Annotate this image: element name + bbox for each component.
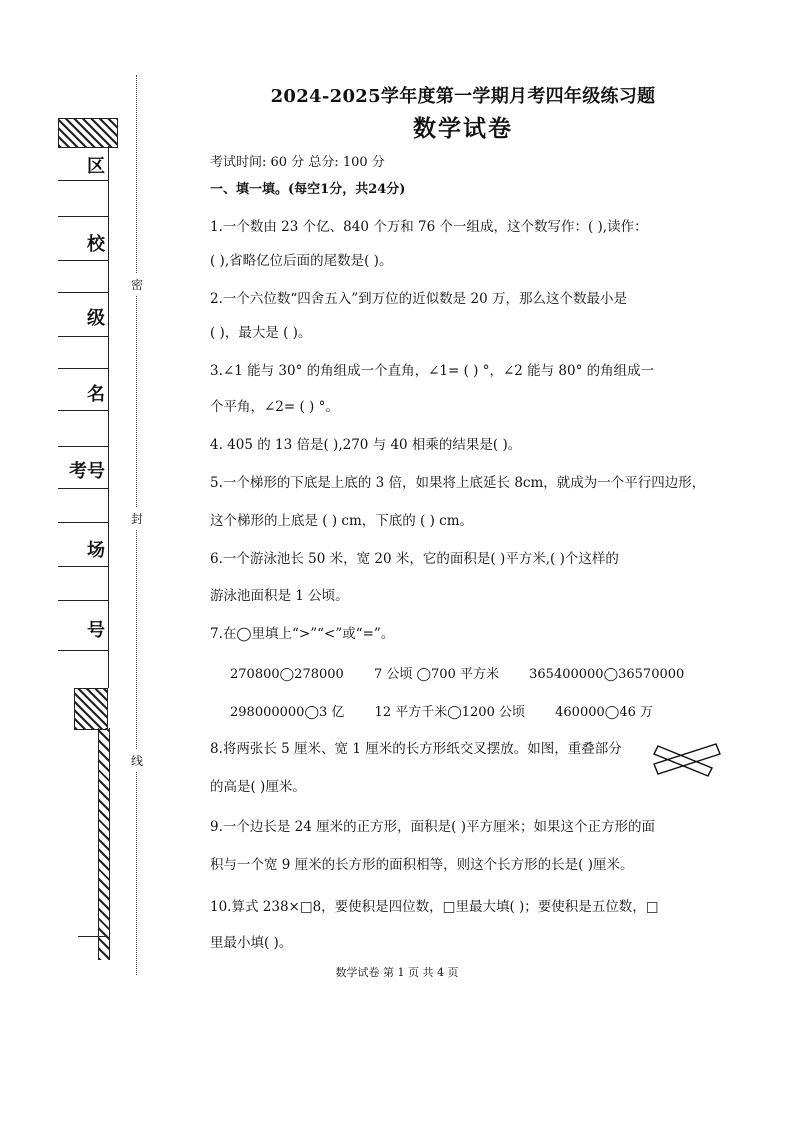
binding-line bbox=[58, 650, 108, 651]
binding-line bbox=[58, 368, 108, 369]
question-1-line-1: 1.一个数由 23 个亿、840 个万和 76 个一组成，这个数写作：( ),读作： bbox=[210, 219, 648, 235]
binding-line bbox=[58, 410, 108, 411]
binding-line bbox=[58, 216, 108, 217]
label-exam-room: 场 bbox=[87, 540, 105, 561]
binding-vertical-line bbox=[108, 146, 109, 688]
compare-item: 12 平方千米◯1200 公顷 bbox=[374, 705, 525, 720]
label-exam-number: 考号 bbox=[69, 461, 105, 482]
seal-word-mi: 密 bbox=[131, 274, 143, 295]
question-6-line-1: 6.一个游泳池长 50 米，宽 20 米，它的面积是( )平方米,( )个这样的 bbox=[210, 551, 619, 567]
page-footer: 数学试卷 第 1 页 共 4 页 bbox=[335, 966, 459, 979]
exam-info: 考试时间: 60 分 总分: 100 分 bbox=[210, 155, 385, 170]
binding-line bbox=[58, 292, 108, 293]
question-3-line-1: 3.∠1 能与 30° 的角组成一个直角，∠1= ( ) °，∠2 能与 80° 的角组成一 bbox=[210, 363, 655, 379]
binding-line bbox=[58, 180, 108, 181]
hatch-pattern-top bbox=[58, 118, 118, 148]
binding-line bbox=[58, 566, 108, 567]
question-5-line-2: 这个梯形的上底是 ( ) cm，下底的 ( ) cm。 bbox=[210, 513, 474, 529]
label-grade: 级 bbox=[87, 308, 105, 329]
question-6-line-2: 游泳池面积是 1 公顷。 bbox=[210, 588, 349, 604]
zigzag-border bbox=[98, 728, 110, 960]
seal-word-feng: 封 bbox=[131, 508, 143, 529]
seal-word-xian: 线 bbox=[131, 750, 143, 771]
section-heading: 一、填一填。(每空1分，共24分) bbox=[210, 182, 406, 197]
exam-title: 2024-2025学年度第一学期月考四年级练习题 bbox=[270, 86, 656, 107]
compare-row-2 bbox=[230, 701, 679, 720]
question-7: 7.在◯里填上“>”“<”或“=”。 bbox=[210, 626, 395, 642]
question-5-line-1: 5.一个梯形的下底是上底的 3 倍，如果将上底延长 8cm，就成为一个平行四边形， bbox=[210, 475, 706, 491]
question-8-line-1: 8.将两张长 5 厘米、宽 1 厘米的长方形纸交叉摆放。如图，重叠部分 bbox=[210, 741, 622, 757]
label-school: 校 bbox=[87, 234, 105, 255]
hatch-pattern-bottom bbox=[74, 688, 108, 730]
question-9-line-2: 积与一个宽 9 厘米的长方形的面积相等，则这个长方形的长是( )厘米。 bbox=[210, 857, 634, 873]
question-2-line-1: 2.一个六位数“四舍五入”到万位的近似数是 20 万，那么这个数最小是 bbox=[210, 291, 627, 307]
label-seat-number: 号 bbox=[87, 620, 105, 641]
question-4: 4. 405 的 13 倍是( ),270 与 40 相乘的结果是( )。 bbox=[210, 437, 522, 453]
label-name: 名 bbox=[87, 384, 105, 405]
compare-item: 460000◯46 万 bbox=[555, 705, 653, 720]
binding-line bbox=[58, 260, 108, 261]
question-10-line-2: 里最小填( )。 bbox=[210, 935, 293, 951]
binding-line bbox=[58, 336, 108, 337]
exam-subtitle: 数学试卷 bbox=[413, 115, 513, 142]
label-district: 区 bbox=[87, 156, 105, 177]
binding-strip bbox=[50, 110, 120, 950]
binding-line bbox=[58, 488, 108, 489]
binding-line bbox=[58, 446, 108, 447]
question-1-line-2: ( ),省略亿位后面的尾数是( )。 bbox=[210, 253, 393, 269]
question-9-line-1: 9.一个边长是 24 厘米的正方形，面积是( )平方厘米；如果这个正方形的面 bbox=[210, 819, 655, 835]
binding-line bbox=[58, 600, 108, 601]
compare-row-1 bbox=[230, 663, 710, 682]
compare-item: 298000000◯3 亿 bbox=[230, 705, 345, 720]
compare-item: 365400000◯36570000 bbox=[529, 667, 685, 682]
question-2-line-2: ( )，最大是 ( )。 bbox=[210, 325, 312, 341]
crossed-strips-figure bbox=[652, 738, 722, 778]
compare-item: 270800◯278000 bbox=[230, 667, 344, 682]
binding-line bbox=[58, 522, 108, 523]
binding-bottom-line bbox=[78, 936, 108, 937]
question-8-line-2: 的高是( )厘米。 bbox=[210, 779, 306, 795]
question-10-line-1: 10.算式 238×□8，要使积是四位数，□里最大填( )；要使积是五位数，□ bbox=[210, 899, 659, 915]
compare-item: 7 公顷 ◯700 平方米 bbox=[373, 667, 499, 682]
question-3-line-2: 个平角，∠2= ( ) °。 bbox=[210, 399, 339, 415]
